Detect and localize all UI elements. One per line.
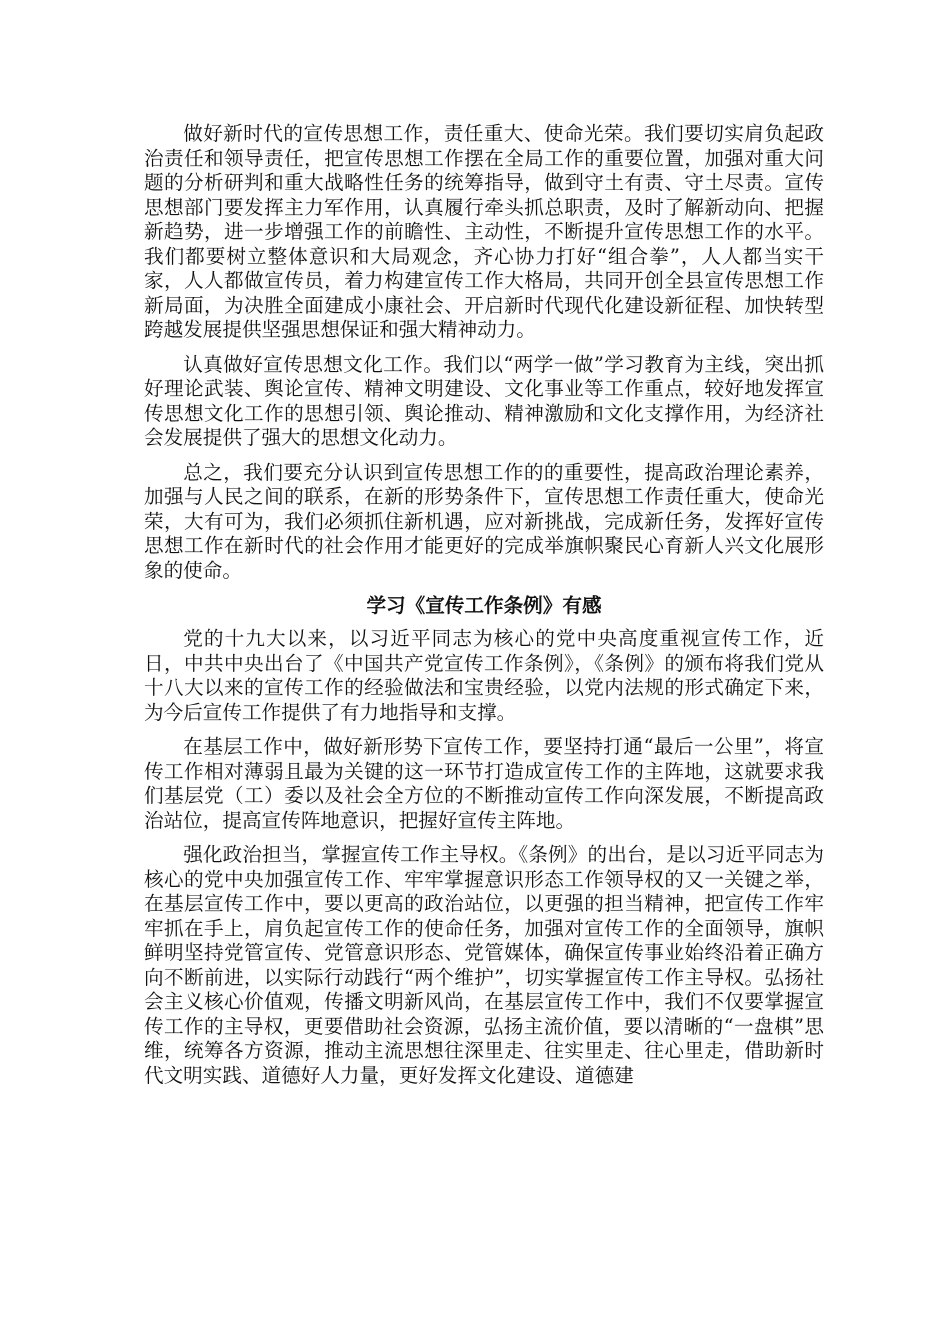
paragraph: 做好新时代的宣传思想工作，责任重大、使命光荣。我们要切实肩负起政治责任和领导责任，把宣传思想工作摆在全局工作的重要位置，加强对重大问题的分析研判和重大战略性任务的统筹指导，做到守土有责、守土尽责。宣传思想部门要发挥主力军作用，认真履行牵头抓总职责，及时了解新动向、把握新趋势，进一步增强工作的前瞻性、主动性，不断提升宣传思想工作的水平。我们都要树立整体意识和大局观念，齐心协力打好“组合拳”，人人都当实干家，人人都做宣传员，着力构建宣传工作大格局，共同开创全县宣传思想工作新局面，为决胜全面建成小康社会、开启新时代现代化建设新征程、加快转型跨越发展提供坚强思想保证和强大精神动力。 [144,122,824,341]
paragraph: 认真做好宣传思想文化工作。我们以“两学一做”学习教育为主线，突出抓好理论武装、舆论宣传、精神文明建设、文化事业等工作重点，较好地发挥宣传思想文化工作的思想引领、舆论推动、精神激励和文化支撑作用，为经济社会发展提供了强大的思想文化动力。 [144,352,824,449]
document-body [144,122,824,1098]
paragraph: 总之，我们要充分认识到宣传思想工作的的重要性，提高政治理论素养，加强与人民之间的联系，在新的形势条件下，宣传思想工作责任重大，使命光荣，大有可为，我们必须抓住新机遇，应对新挑战，完成新任务，发挥好宣传思想工作在新时代的社会作用才能更好的完成举旗帜聚民心育新人兴文化展形象的使命。 [144,460,824,582]
section-title: 学习《宣传工作条例》有感 [366,594,602,617]
paragraph: 在基层工作中，做好新形势下宣传工作，要坚持打通“最后一公里”，将宣传工作相对薄弱且最为关键的这一环节打造成宣传工作的主阵地，这就要求我们基层党（工）委以及社会全方位的不断推动宣传工作向深发展，不断提高政治站位，提高宣传阵地意识，把握好宣传主阵地。 [144,735,824,832]
paragraph: 强化政治担当，掌握宣传工作主导权。《条例》的出台，是以习近平同志为核心的党中央加强宣传工作、牢牢掌握意识形态工作领导权的又一关键之举，在基层宣传工作中，要以更高的政治站位，以更强的担当精神，把宣传工作牢牢抓在手上，肩负起宣传工作的使命任务，加强对宣传工作的全面领导，旗帜鲜明坚持党管宣传、党管意识形态、党管媒体，确保宣传事业始终沿着正确方向不断前进，以实际行动践行“两个维护”，切实掌握宣传工作主导权。弘扬社会主义核心价值观，传播文明新风尚，在基层宣传工作中，我们不仅要掌握宣传工作的主导权，更要借助社会资源，弘扬主流价值，要以清晰的“一盘棋”思维，统筹各方资源，推动主流思想往深里走、往实里走、往心里走，借助新时代文明实践、道德好人力量，更好发挥文化建设、道德建 [144,843,824,1087]
paragraph: 党的十九大以来，以习近平同志为核心的党中央高度重视宣传工作，近日，中共中央出台了《中国共产党宣传工作条例》，《条例》的颁布将我们党从十八大以来的宣传工作的经验做法和宝贵经验，以党内法规的形式确定下来，为今后宣传工作提供了有力地指导和支撑。 [144,627,824,724]
